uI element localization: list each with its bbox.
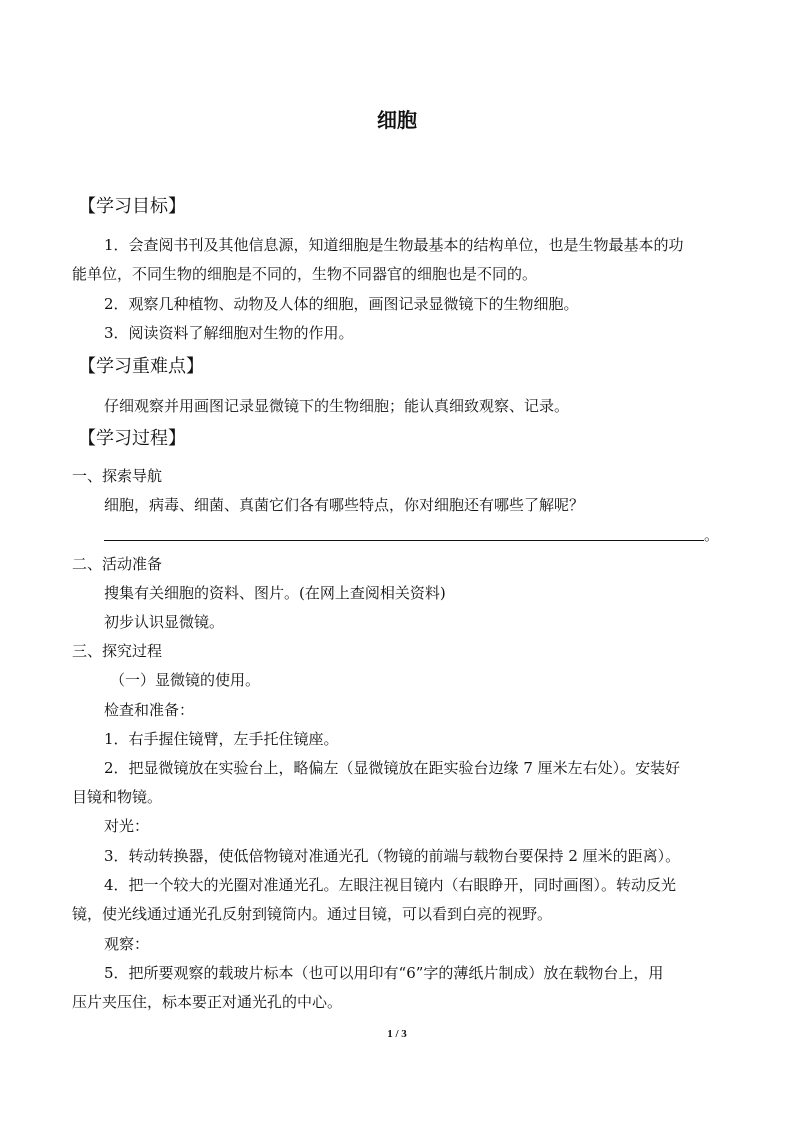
part2-line-2: 初步认识显微镜。 [104, 613, 225, 631]
keypoints-heading: 【学习重难点】 [78, 356, 204, 377]
step-2-line-2: 目镜和物镜。 [72, 788, 163, 806]
objective-line-3: 2．观察几种植物、动物及人体的细胞，画图记录显微镜下的生物细胞。 [104, 295, 579, 313]
page-number: 1 / 3 [387, 1028, 407, 1040]
objective-line-4: 3．阅读资料了解细胞对生物的作用。 [104, 324, 354, 342]
sub1-title: （一）显微镜的使用。 [110, 671, 261, 689]
part3-title: 三、探究过程 [72, 642, 163, 660]
objective-line-1: 1．会查阅书刊及其他信息源，知道细胞是生物最基本的结构单位，也是生物最基本的功 [104, 236, 684, 254]
step-2-line-1: 2．把显微镜放在实验台上，略偏左（显微镜放在距实验台边缘 7 厘米左右处）。安装好 [104, 759, 681, 777]
step-4-line-1: 4．把一个较大的光圈对准通光孔。左眼注视目镜内（右眼睁开，同时画图）。转动反光 [104, 876, 677, 894]
check-label: 检查和准备： [104, 701, 195, 719]
part2-line-1: 搜集有关细胞的资料、图片。(在网上查阅相关资料) [104, 584, 446, 602]
keypoints-text: 仔细观察并用画图记录显微镜下的生物细胞；能认真细致观察、记录。 [104, 397, 570, 415]
objective-line-2: 能单位，不同生物的细胞是不同的，生物不同器官的细胞也是不同的。 [72, 265, 538, 283]
part1-title: 一、探索导航 [72, 467, 163, 485]
light-label: 对光： [104, 817, 150, 835]
objectives-heading: 【学习目标】 [78, 196, 186, 217]
process-heading: 【学习过程】 [78, 428, 186, 449]
observe-label: 观察： [104, 935, 150, 953]
step-5-line-1: 5．把所要观察的载玻片标本（也可以用印有“6”字的薄纸片制成）放在载物台上，用 [104, 964, 664, 982]
page-title: 细胞 [377, 108, 417, 132]
step-4-line-2: 镜，使光线通过通光孔反射到镜筒内。通过目镜，可以看到白亮的视野。 [72, 905, 553, 923]
answer-blank-line [104, 540, 704, 541]
step-3: 3．转动转换器，使低倍物镜对准通光孔（物镜的前端与载物台要保持 2 厘米的距离）。 [104, 847, 681, 865]
part1-text: 细胞，病毒、细菌、真菌它们各有哪些特点，你对细胞还有哪些了解呢？ [104, 496, 585, 514]
step-1: 1．右手握住镜臂，左手托住镜座。 [104, 730, 339, 748]
answer-period: 。 [704, 526, 720, 544]
step-5-line-2: 压片夹压住，标本要正对通光孔的中心。 [72, 993, 343, 1011]
part2-title: 二、活动准备 [72, 555, 163, 573]
